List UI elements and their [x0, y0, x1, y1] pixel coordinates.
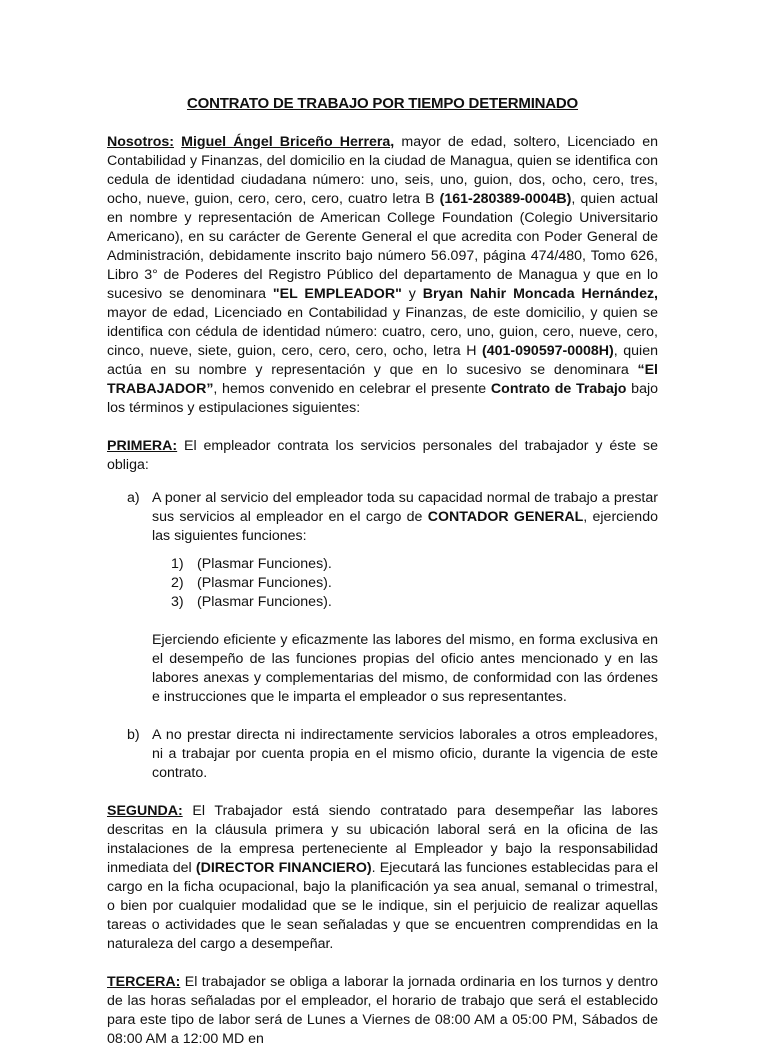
employer-alias: "EL EMPLEADOR"	[272, 286, 402, 302]
primera-text: El empleador contrata los servicios personales del trabajador y éste se obliga:	[107, 438, 658, 473]
contract-label: Contrato de Trabajo	[490, 381, 627, 397]
function-text: (Plasmar Funciones).	[197, 556, 332, 572]
position-name: CONTADOR GENERAL	[427, 509, 584, 525]
intro-text-7: bajo los términos y estipulaciones siguientes:	[107, 381, 659, 416]
supervisor-title: (DIRECTOR FINANCIERO)	[195, 860, 372, 876]
item-b-text: A no prestar directa ni indirectamente servicios laborales a otros empleadores, ni a trabajar por cuenta propia en el mismo oficio, durante la vigencia de este contrato.	[152, 727, 658, 781]
worker-alias: “El TRABAJADOR”	[107, 362, 658, 397]
list-marker-b: b)	[127, 727, 140, 743]
document-title: CONTRATO DE TRABAJO POR TIEMPO DETERMINADO	[186, 95, 579, 112]
tercera-text: El trabajador se obliga a laborar la jornada ordinaria en los turnos y dentro de las horas señaladas por el empleador, el horario de trabajo que será el establecido para este tipo de labor será de Lunes a Viernes de 08:00 AM a 05:00 PM, Sábados de 08:00 AM a 12:00 MD en	[107, 974, 658, 1047]
segunda-paragraph	[107, 802, 658, 954]
tercera-paragraph	[107, 973, 658, 1049]
intro-label: Nosotros:	[107, 134, 174, 150]
function-text: (Plasmar Funciones).	[197, 594, 332, 610]
function-item	[152, 574, 658, 593]
item-a-text-2: , ejerciendo las siguientes funciones:	[152, 509, 658, 544]
primera-label: PRIMERA:	[107, 438, 178, 454]
primera-paragraph	[107, 437, 658, 475]
worker-name: Bryan Nahir Moncada Hernández,	[422, 286, 658, 302]
tercera-label: TERCERA:	[107, 974, 181, 990]
segunda-label: SEGUNDA:	[107, 803, 183, 819]
function-item	[152, 555, 658, 574]
list-marker-a: a)	[127, 490, 140, 506]
employer-name: Miguel Ángel Briceño Herrera,	[181, 134, 395, 150]
intro-text-2: , quien actual en nombre y representación de American College Foundation (Colegio Universitario Americano), en su carácter de Gerente General el que acredita con Poder General de Administración, debidamente inscrito bajo número 56.097, página 474/480, Tomo 626, Libro 3° de Poderes del Registro Público del departamento de Managua y que en lo sucesivo se denominara	[107, 191, 658, 302]
intro-text-6: , hemos convenido en celebrar el presente	[213, 381, 491, 397]
item-a-text	[152, 489, 658, 546]
intro-text-4: mayor de edad, Licenciado en Contabilidad y Finanzas, de este domicilio, y quien se identifica con cédula de identidad número: cuatro, cero, uno, guion, cero, nueve, cero, cinco, nueve, siete, guion, cero, cero, cero, ocho, letra H	[107, 305, 658, 359]
primera-list	[107, 489, 658, 783]
employer-id: (161-280389-0004B)	[439, 191, 572, 207]
function-marker: 1)	[171, 556, 184, 572]
functions-list	[152, 555, 658, 612]
segunda-text-1: El Trabajador está siendo contratado para desempeñar las labores descritas en la cláusula primera y su ubicación laboral será en la oficina de las instalaciones de la empresa perteneciente al Empleador y bajo la responsabilidad inmediata del	[107, 803, 658, 876]
intro-text-5: , quien actúa en su nombre y representación y que en lo sucesivo se denominara	[107, 343, 658, 378]
intro-paragraph	[107, 133, 658, 418]
list-item-a	[107, 489, 658, 707]
item-a-closing: Ejerciendo eficiente y eficazmente las labores del mismo, en forma exclusiva en el desempeño de las funciones propias del oficio antes mencionado y en las labores anexas y complementarias del mismo, de conformidad con las órdenes e instrucciones que le imparta el empleador o sus representantes.	[152, 632, 658, 705]
intro-text-3: y	[401, 286, 423, 302]
worker-id: (401-090597-0008H)	[482, 343, 614, 359]
function-marker: 3)	[171, 594, 184, 610]
function-text: (Plasmar Funciones).	[197, 575, 332, 591]
list-item-b	[107, 726, 658, 783]
function-item	[152, 593, 658, 612]
intro-text-1: mayor de edad, soltero, Licenciado en Contabilidad y Finanzas, del domicilio en la ciudad de Managua, quien se identifica con cedula de identidad ciudadana número: uno, seis, uno, guion, dos, ocho, cero, tres, ocho, nueve, guion, cero, cero, cero, cuatro letra B	[107, 134, 658, 207]
segunda-text-2: . Ejecutará las funciones establecidas para el cargo en la ficha ocupacional, bajo la planificación ya sea anual, semanal o trimestral, o bien por cualquier modalidad que se le indique, sin el perjuicio de realizar aquellas tareas o actividades que le sean señaladas y que se encuentren comprendidas en la naturaleza del cargo a desempeñar.	[107, 860, 658, 952]
function-marker: 2)	[171, 575, 184, 591]
item-a-text-1: A poner al servicio del empleador toda su capacidad normal de trabajo a prestar sus servicios al empleador en el cargo de	[152, 490, 658, 525]
